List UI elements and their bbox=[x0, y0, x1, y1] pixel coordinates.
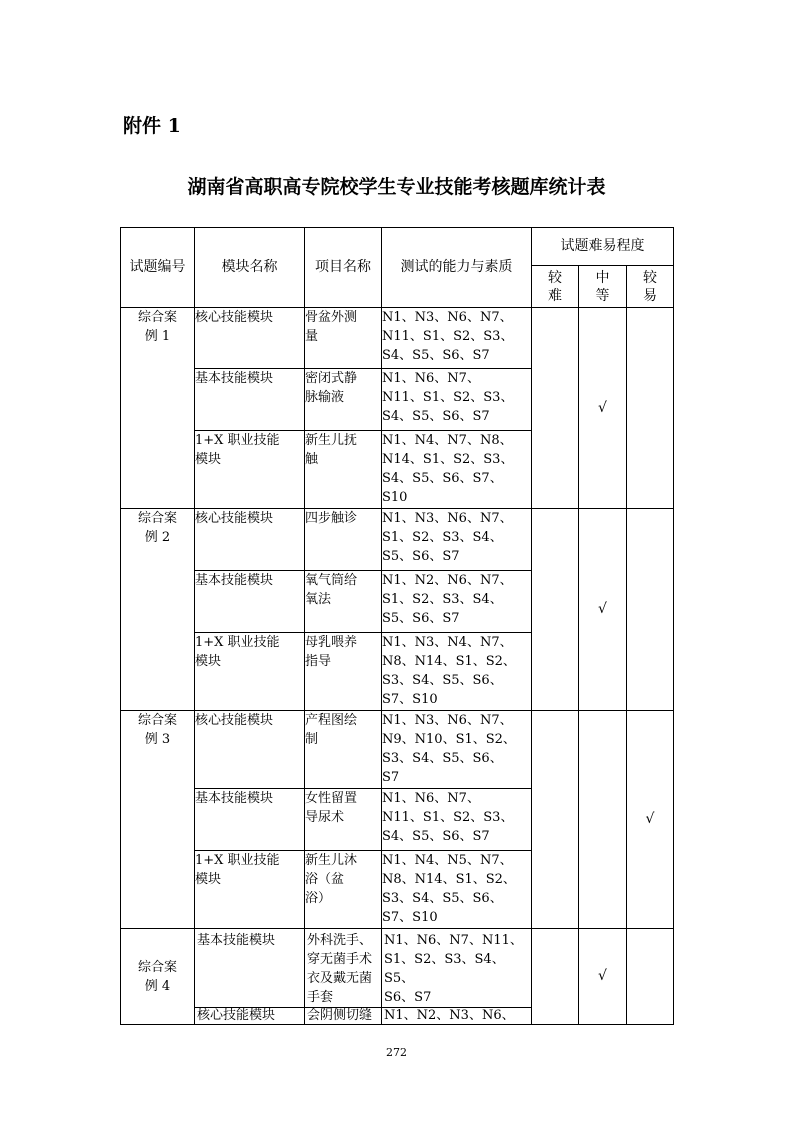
project-cell: 女性留置 导尿术 bbox=[305, 789, 382, 851]
module-cell: 核心技能模块 bbox=[195, 711, 305, 789]
project-cell: 产程图绘 制 bbox=[305, 711, 382, 789]
medium-check: √ bbox=[579, 509, 627, 711]
header-hard: 较 难 bbox=[532, 266, 579, 308]
ability-cell: N1、N3、N6、N7、 N11、S1、S2、S3、 S4、S5、S6、S7 bbox=[382, 308, 532, 369]
hard-cell bbox=[532, 929, 579, 1025]
ability-cell: N1、N4、N5、N7、 N8、N14、S1、S2、 S3、S4、S5、S6、 S7、S10 bbox=[382, 851, 532, 929]
question-bank-table bbox=[120, 227, 674, 1025]
project-cell: 会阴侧切缝 bbox=[305, 1008, 382, 1025]
medium-check: √ bbox=[579, 308, 627, 509]
ability-cell: N1、N6、N7、 N11、S1、S2、S3、 S4、S5、S6、S7 bbox=[382, 369, 532, 431]
module-cell: 1+X 职业技能 模块 bbox=[195, 851, 305, 929]
case-label: 综合案 例 1 bbox=[121, 308, 195, 509]
header-id: 试题编号 bbox=[121, 228, 195, 308]
header-easy: 较 易 bbox=[627, 266, 674, 308]
project-cell: 外科洗手、 穿无菌手术 衣及戴无菌 手套 bbox=[305, 929, 382, 1008]
medium-cell bbox=[579, 711, 627, 929]
project-cell: 新生儿抚 触 bbox=[305, 431, 382, 509]
easy-cell bbox=[627, 308, 674, 509]
header-module: 模块名称 bbox=[195, 228, 305, 308]
ability-cell: N1、N3、N4、N7、 N8、N14、S1、S2、 S3、S4、S5、S6、 S7、S10 bbox=[382, 633, 532, 711]
case-label: 综合案 例 3 bbox=[121, 711, 195, 929]
module-cell: 基本技能模块 bbox=[195, 369, 305, 431]
project-cell: 氧气筒给 氧法 bbox=[305, 571, 382, 633]
ability-cell: N1、N3、N6、N7、 N9、N10、S1、S2、 S3、S4、S5、S6、 S7 bbox=[382, 711, 532, 789]
header-difficulty: 试题难易程度 bbox=[532, 228, 674, 266]
easy-cell bbox=[627, 929, 674, 1025]
ability-cell: N1、N3、N6、N7、 S1、S2、S3、S4、 S5、S6、S7 bbox=[382, 509, 532, 571]
project-cell: 四步触诊 bbox=[305, 509, 382, 571]
ability-cell: N1、N6、N7、N11、 S1、S2、S3、S4、S5、 S6、S7 bbox=[382, 929, 532, 1008]
header-medium: 中 等 bbox=[579, 266, 627, 308]
attachment-label: 附件 1 bbox=[123, 115, 181, 137]
project-cell: 骨盆外测 量 bbox=[305, 308, 382, 369]
module-cell: 基本技能模块 bbox=[195, 789, 305, 851]
ability-cell: N1、N2、N6、N7、 S1、S2、S3、S4、 S5、S6、S7 bbox=[382, 571, 532, 633]
ability-cell: N1、N6、N7、 N11、S1、S2、S3、 S4、S5、S6、S7 bbox=[382, 789, 532, 851]
medium-check: √ bbox=[579, 929, 627, 1025]
module-cell: 核心技能模块 bbox=[195, 1008, 305, 1025]
easy-cell bbox=[627, 509, 674, 711]
project-cell: 母乳喂养 指导 bbox=[305, 633, 382, 711]
hard-cell bbox=[532, 711, 579, 929]
page-number: 272 bbox=[386, 1046, 407, 1059]
hard-cell bbox=[532, 308, 579, 509]
module-cell: 核心技能模块 bbox=[195, 509, 305, 571]
project-cell: 新生儿沐 浴（盆 浴） bbox=[305, 851, 382, 929]
module-cell: 核心技能模块 bbox=[195, 308, 305, 369]
hard-cell bbox=[532, 509, 579, 711]
page-title: 湖南省高职高专院校学生专业技能考核题库统计表 bbox=[187, 176, 606, 198]
module-cell: 1+X 职业技能 模块 bbox=[195, 633, 305, 711]
ability-cell: N1、N2、N3、N6、 bbox=[382, 1008, 532, 1025]
module-cell: 1+X 职业技能 模块 bbox=[195, 431, 305, 509]
module-cell: 基本技能模块 bbox=[195, 929, 305, 1008]
case-label: 综合案 例 4 bbox=[121, 929, 195, 1025]
header-ability: 测试的能力与素质 bbox=[382, 228, 532, 308]
module-cell: 基本技能模块 bbox=[195, 571, 305, 633]
header-project: 项目名称 bbox=[305, 228, 382, 308]
easy-check: √ bbox=[627, 711, 674, 929]
project-cell: 密闭式静 脉输液 bbox=[305, 369, 382, 431]
case-label: 综合案 例 2 bbox=[121, 509, 195, 711]
ability-cell: N1、N4、N7、N8、 N14、S1、S2、S3、 S4、S5、S6、S7、 S10 bbox=[382, 431, 532, 509]
